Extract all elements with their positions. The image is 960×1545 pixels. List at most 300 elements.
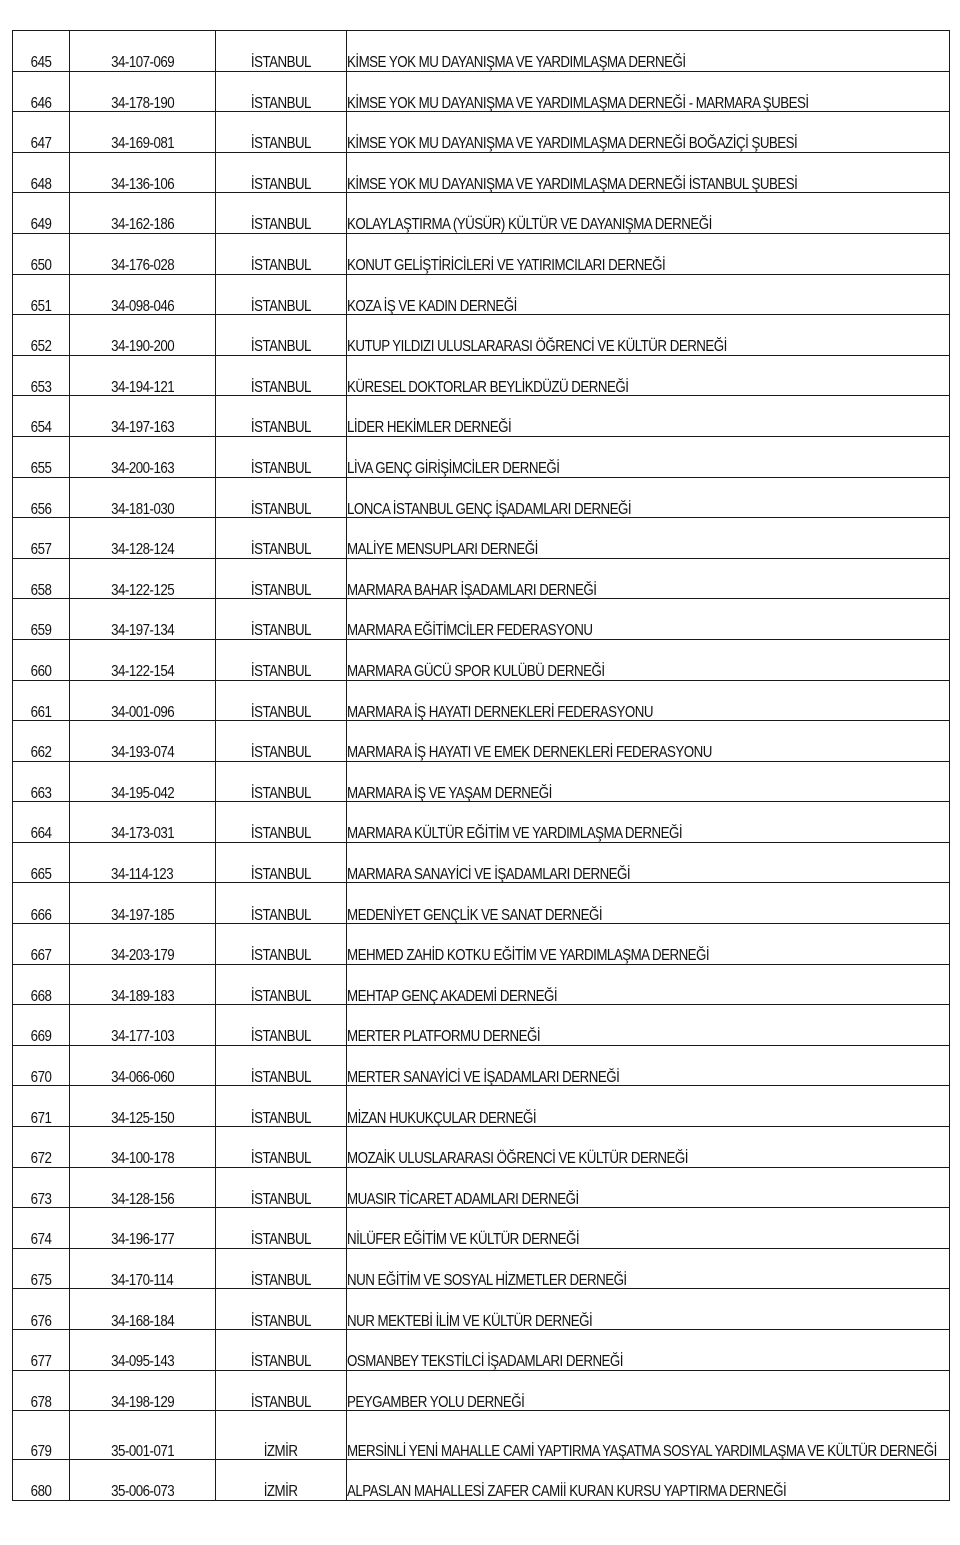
registry-code: 34-136-106	[110, 175, 175, 193]
association-name: LONCA İSTANBUL GENÇ İŞADAMLARI DERNEĞİ	[347, 500, 632, 518]
city-cell	[216, 1289, 347, 1330]
city: İSTANBUL	[250, 378, 312, 396]
city: İSTANBUL	[250, 865, 312, 883]
table-row	[13, 721, 950, 762]
registry-code-cell	[70, 1460, 216, 1501]
registry-code-cell	[70, 1370, 216, 1411]
table-row	[13, 1370, 950, 1411]
city: İSTANBUL	[250, 297, 312, 315]
association-name: MARMARA KÜLTÜR EĞİTİM VE YARDIMLAŞMA DERNEĞİ	[347, 825, 683, 843]
registry-code-cell	[70, 599, 216, 640]
association-name: MEDENİYET GENÇLİK VE SANAT DERNEĞİ	[347, 906, 603, 924]
row-number-cell	[13, 802, 70, 843]
row-number-cell	[13, 1460, 70, 1501]
city: İSTANBUL	[250, 257, 312, 275]
row-number-cell	[13, 1248, 70, 1289]
registry-code: 34-194-121	[110, 378, 175, 396]
city: İSTANBUL	[250, 1190, 312, 1208]
registry-code: 34-195-042	[110, 784, 175, 802]
registry-code: 34-193-074	[110, 744, 175, 762]
registry-code: 34-197-134	[110, 622, 175, 640]
registry-code-cell	[70, 680, 216, 721]
registry-code-cell	[70, 233, 216, 274]
association-name: KİMSE YOK MU DAYANIŞMA VE YARDIMLAŞMA DERNEĞİ BOĞAZİÇİ ŞUBESİ	[347, 135, 798, 153]
row-number: 678	[30, 1393, 52, 1411]
registry-code: 34-190-200	[110, 338, 175, 356]
registry-code: 34-173-031	[110, 825, 175, 843]
city: İSTANBUL	[250, 906, 312, 924]
city: İSTANBUL	[250, 784, 312, 802]
association-name: MUASIR TİCARET ADAMLARI DERNEĞİ	[347, 1190, 579, 1208]
row-number-cell	[13, 1370, 70, 1411]
registry-code: 34-162-186	[110, 216, 175, 234]
registry-code: 34-189-183	[110, 987, 175, 1005]
association-name: KOLAYLAŞTIRMA (YÜSÜR) KÜLTÜR VE DAYANIŞMA DERNEĞİ	[347, 216, 712, 234]
city-cell	[216, 477, 347, 518]
city-cell	[216, 112, 347, 153]
row-number: 676	[30, 1312, 52, 1330]
association-name-cell	[347, 721, 950, 762]
city-cell	[216, 518, 347, 559]
row-number-cell	[13, 883, 70, 924]
row-number-cell	[13, 396, 70, 437]
association-name: MARMARA BAHAR İŞADAMLARI DERNEĞİ	[347, 581, 597, 599]
row-number: 665	[30, 865, 52, 883]
table-row	[13, 233, 950, 274]
city: İSTANBUL	[250, 703, 312, 721]
association-name-cell	[347, 802, 950, 843]
association-registry-table	[12, 30, 950, 1501]
table-row	[13, 1248, 950, 1289]
row-number-cell	[13, 233, 70, 274]
row-number-cell	[13, 1127, 70, 1168]
row-number: 666	[30, 906, 52, 924]
table-row	[13, 193, 950, 234]
association-name-cell	[347, 964, 950, 1005]
registry-code-cell	[70, 721, 216, 762]
table-row	[13, 558, 950, 599]
table-row	[13, 1208, 950, 1249]
table-row	[13, 1127, 950, 1168]
association-name-cell	[347, 355, 950, 396]
association-name-cell	[347, 1127, 950, 1168]
city: İSTANBUL	[250, 338, 312, 356]
association-name: KONUT GELİŞTİRİCİLERİ VE YATIRIMCILARI DERNEĞİ	[347, 257, 666, 275]
city-cell	[216, 924, 347, 965]
association-name: MEHMED ZAHİD KOTKU EĞİTİM VE YARDIMLAŞMA DERNEĞİ	[347, 947, 710, 965]
city-cell	[216, 396, 347, 437]
row-number: 654	[30, 419, 52, 437]
association-name-cell	[347, 1411, 950, 1460]
association-name-cell	[347, 842, 950, 883]
row-number: 656	[30, 500, 52, 518]
city: İSTANBUL	[250, 1109, 312, 1127]
row-number-cell	[13, 964, 70, 1005]
row-number-cell	[13, 1005, 70, 1046]
registry-code-cell	[70, 1248, 216, 1289]
row-number: 674	[30, 1231, 52, 1249]
registry-code: 34-181-030	[110, 500, 175, 518]
row-number: 664	[30, 825, 52, 843]
registry-code: 34-169-081	[110, 135, 175, 153]
city: İSTANBUL	[250, 541, 312, 559]
registry-code-cell	[70, 436, 216, 477]
association-name-cell	[347, 924, 950, 965]
row-number: 677	[30, 1353, 52, 1371]
association-name-cell	[347, 436, 950, 477]
registry-code-cell	[70, 558, 216, 599]
registry-code-cell	[70, 1127, 216, 1168]
association-name-cell	[347, 315, 950, 356]
table-row	[13, 1289, 950, 1330]
registry-code-cell	[70, 1005, 216, 1046]
row-number: 675	[30, 1271, 52, 1289]
association-name-cell	[347, 599, 950, 640]
city: İSTANBUL	[250, 1150, 312, 1168]
registry-code: 34-203-179	[110, 947, 175, 965]
city-cell	[216, 842, 347, 883]
association-name: MARMARA SANAYİCİ VE İŞADAMLARI DERNEĞİ	[347, 865, 631, 883]
association-name: ALPASLAN MAHALLESİ ZAFER CAMİİ KURAN KURSU YAPTIRMA DERNEĞİ	[347, 1483, 787, 1501]
association-name: MERTER PLATFORMU DERNEĞİ	[347, 1028, 541, 1046]
table-row	[13, 802, 950, 843]
table-row	[13, 1045, 950, 1086]
association-name: NUR MEKTEBİ İLİM VE KÜLTÜR DERNEĞİ	[347, 1312, 593, 1330]
table-row	[13, 924, 950, 965]
association-name: KİMSE YOK MU DAYANIŞMA VE YARDIMLAŞMA DERNEĞİ - MARMARA ŞUBESİ	[347, 94, 809, 112]
city-cell	[216, 1248, 347, 1289]
registry-code: 34-107-069	[110, 54, 175, 72]
registry-code-cell	[70, 477, 216, 518]
registry-sheet	[12, 30, 950, 1501]
city: İSTANBUL	[250, 1231, 312, 1249]
registry-code-cell	[70, 315, 216, 356]
row-number: 671	[30, 1109, 52, 1127]
table-row	[13, 1167, 950, 1208]
table-row	[13, 1411, 950, 1460]
row-number: 670	[30, 1068, 52, 1086]
registry-code-cell	[70, 112, 216, 153]
row-number-cell	[13, 1289, 70, 1330]
table-row	[13, 1330, 950, 1371]
registry-code: 34-170-114	[111, 1271, 174, 1289]
registry-code-cell	[70, 883, 216, 924]
registry-code: 34-196-177	[110, 1231, 175, 1249]
table-row	[13, 112, 950, 153]
table-row	[13, 1086, 950, 1127]
association-name: MERTER SANAYİCİ VE İŞADAMLARI DERNEĞİ	[347, 1068, 620, 1086]
row-number-cell	[13, 193, 70, 234]
city: İZMİR	[264, 1442, 298, 1460]
association-name: MARMARA İŞ VE YAŞAM DERNEĞİ	[347, 784, 552, 802]
registry-code-cell	[70, 1289, 216, 1330]
registry-code: 34-200-163	[110, 460, 175, 478]
association-name-cell	[347, 1370, 950, 1411]
city: İSTANBUL	[250, 1068, 312, 1086]
registry-code-cell	[70, 1045, 216, 1086]
city-cell	[216, 1330, 347, 1371]
table-row	[13, 639, 950, 680]
association-name: MEHTAP GENÇ AKADEMİ DERNEĞİ	[347, 987, 558, 1005]
city-cell	[216, 1411, 347, 1460]
association-name: KİMSE YOK MU DAYANIŞMA VE YARDIMLAŞMA DERNEĞİ İSTANBUL ŞUBESİ	[347, 175, 798, 193]
association-name: MİZAN HUKUKÇULAR DERNEĞİ	[347, 1109, 537, 1127]
registry-code-cell	[70, 964, 216, 1005]
row-number-cell	[13, 31, 70, 72]
row-number: 655	[30, 460, 52, 478]
registry-code-cell	[70, 152, 216, 193]
row-number-cell	[13, 599, 70, 640]
association-name: KİMSE YOK MU DAYANIŞMA VE YARDIMLAŞMA DERNEĞİ	[347, 54, 686, 72]
association-name: MARMARA İŞ HAYATI DERNEKLERİ FEDERASYONU	[347, 703, 654, 721]
registry-code: 34-177-103	[110, 1028, 175, 1046]
row-number-cell	[13, 436, 70, 477]
row-number: 658	[30, 581, 52, 599]
association-name-cell	[347, 761, 950, 802]
registry-code: 35-001-071	[110, 1442, 175, 1460]
row-number: 660	[30, 663, 52, 680]
association-name-cell	[347, 1086, 950, 1127]
row-number: 648	[30, 175, 52, 193]
registry-code-cell	[70, 639, 216, 680]
association-name-cell	[347, 883, 950, 924]
row-number-cell	[13, 518, 70, 559]
row-number-cell	[13, 1330, 70, 1371]
association-name: OSMANBEY TEKSTİLCİ İŞADAMLARI DERNEĞİ	[347, 1353, 623, 1371]
row-number-cell	[13, 721, 70, 762]
association-name-cell	[347, 396, 950, 437]
city-cell	[216, 599, 347, 640]
city-cell	[216, 1005, 347, 1046]
row-number-cell	[13, 71, 70, 112]
row-number-cell	[13, 477, 70, 518]
registry-code: 34-168-184	[110, 1312, 175, 1330]
association-name-cell	[347, 31, 950, 72]
city-cell	[216, 1370, 347, 1411]
city: İSTANBUL	[250, 1028, 312, 1046]
association-name: MARMARA GÜCÜ SPOR KULÜBÜ DERNEĞİ	[347, 663, 605, 680]
city: İSTANBUL	[250, 175, 312, 193]
row-number: 657	[30, 541, 52, 559]
association-name: LİVA GENÇ GİRİŞİMCİLER DERNEĞİ	[347, 460, 560, 478]
row-number: 668	[30, 987, 52, 1005]
association-name: MARMARA İŞ HAYATI VE EMEK DERNEKLERİ FEDERASYONU	[347, 744, 712, 762]
city-cell	[216, 721, 347, 762]
city-cell	[216, 1086, 347, 1127]
city: İSTANBUL	[250, 94, 312, 112]
city: İSTANBUL	[250, 1271, 312, 1289]
association-name: MOZAİK ULUSLARARASI ÖĞRENCİ VE KÜLTÜR DERNEĞİ	[347, 1150, 688, 1168]
city-cell	[216, 761, 347, 802]
row-number: 651	[30, 297, 52, 315]
city: İSTANBUL	[250, 135, 312, 153]
registry-code-cell	[70, 1208, 216, 1249]
city-cell	[216, 964, 347, 1005]
registry-code: 34-122-154	[110, 663, 175, 680]
row-number-cell	[13, 639, 70, 680]
city-cell	[216, 1045, 347, 1086]
row-number: 652	[30, 338, 52, 356]
city-cell	[216, 71, 347, 112]
table-row	[13, 680, 950, 721]
registry-code-cell	[70, 71, 216, 112]
table-row	[13, 761, 950, 802]
registry-code: 34-122-125	[110, 581, 175, 599]
registry-code-cell	[70, 193, 216, 234]
city: İSTANBUL	[250, 744, 312, 762]
table-row	[13, 152, 950, 193]
row-number-cell	[13, 1411, 70, 1460]
association-name-cell	[347, 71, 950, 112]
city-cell	[216, 558, 347, 599]
row-number: 653	[30, 378, 52, 396]
registry-code: 34-178-190	[110, 94, 175, 112]
row-number-cell	[13, 761, 70, 802]
association-name-cell	[347, 1460, 950, 1501]
row-number: 667	[30, 947, 52, 965]
row-number: 650	[30, 257, 52, 275]
city: İSTANBUL	[250, 581, 312, 599]
city-cell	[216, 152, 347, 193]
registry-code-cell	[70, 1411, 216, 1460]
registry-code: 34-066-060	[110, 1068, 175, 1086]
registry-code: 34-098-046	[110, 297, 175, 315]
registry-code: 34-198-129	[110, 1393, 175, 1411]
city-cell	[216, 193, 347, 234]
row-number: 663	[30, 784, 52, 802]
city: İSTANBUL	[250, 1353, 312, 1371]
row-number-cell	[13, 112, 70, 153]
registry-code: 34-197-163	[110, 419, 175, 437]
table-row	[13, 436, 950, 477]
association-name-cell	[347, 477, 950, 518]
city-cell	[216, 883, 347, 924]
association-name-cell	[347, 558, 950, 599]
registry-code: 34-128-124	[110, 541, 175, 559]
city-cell	[216, 1208, 347, 1249]
association-name-cell	[347, 639, 950, 680]
table-row	[13, 274, 950, 315]
table-row	[13, 1460, 950, 1501]
row-number-cell	[13, 1086, 70, 1127]
city: İSTANBUL	[250, 1393, 312, 1411]
association-name: NİLÜFER EĞİTİM VE KÜLTÜR DERNEĞİ	[347, 1231, 580, 1249]
table-row	[13, 883, 950, 924]
city-cell	[216, 802, 347, 843]
row-number: 673	[30, 1190, 52, 1208]
row-number: 679	[30, 1442, 52, 1460]
row-number-cell	[13, 355, 70, 396]
table-row	[13, 477, 950, 518]
city-cell	[216, 31, 347, 72]
registry-code-cell	[70, 842, 216, 883]
row-number: 672	[30, 1150, 52, 1168]
table-row	[13, 396, 950, 437]
row-number-cell	[13, 315, 70, 356]
table-row	[13, 315, 950, 356]
association-name: KUTUP YILDIZI ULUSLARARASI ÖĞRENCİ VE KÜLTÜR DERNEĞİ	[347, 338, 727, 356]
row-number-cell	[13, 842, 70, 883]
association-name: PEYGAMBER YOLU DERNEĞİ	[347, 1393, 525, 1411]
city: İSTANBUL	[250, 987, 312, 1005]
association-name-cell	[347, 112, 950, 153]
row-number: 645	[30, 54, 52, 72]
row-number: 647	[30, 135, 52, 153]
association-name: LİDER HEKİMLER DERNEĞİ	[347, 419, 512, 437]
city-cell	[216, 233, 347, 274]
row-number-cell	[13, 1045, 70, 1086]
registry-code-cell	[70, 355, 216, 396]
registry-code-cell	[70, 802, 216, 843]
registry-code: 34-114-123	[111, 865, 174, 883]
association-name-cell	[347, 1330, 950, 1371]
registry-code: 34-095-143	[110, 1353, 175, 1371]
registry-code-cell	[70, 1330, 216, 1371]
city-cell	[216, 1460, 347, 1501]
registry-code-cell	[70, 1167, 216, 1208]
row-number-cell	[13, 1208, 70, 1249]
row-number: 661	[30, 703, 52, 721]
registry-code: 35-006-073	[110, 1483, 175, 1501]
association-name: KÜRESEL DOKTORLAR BEYLİKDÜZÜ DERNEĞİ	[347, 378, 629, 396]
city-cell	[216, 680, 347, 721]
city-cell	[216, 355, 347, 396]
city: İSTANBUL	[250, 500, 312, 518]
table-row	[13, 1005, 950, 1046]
association-name-cell	[347, 1005, 950, 1046]
association-name-cell	[347, 1045, 950, 1086]
registry-code-cell	[70, 761, 216, 802]
city: İSTANBUL	[250, 622, 312, 640]
association-name-cell	[347, 1248, 950, 1289]
table-row	[13, 31, 950, 72]
city-cell	[216, 315, 347, 356]
registry-code-cell	[70, 274, 216, 315]
row-number: 669	[30, 1028, 52, 1046]
registry-code-cell	[70, 396, 216, 437]
table-row	[13, 599, 950, 640]
association-name-cell	[347, 518, 950, 559]
registry-code-cell	[70, 31, 216, 72]
table-row	[13, 842, 950, 883]
row-number: 646	[30, 94, 52, 112]
registry-code: 34-128-156	[110, 1190, 175, 1208]
city: İSTANBUL	[250, 947, 312, 965]
row-number-cell	[13, 558, 70, 599]
registry-code: 34-100-178	[110, 1150, 175, 1168]
city: İZMİR	[264, 1483, 298, 1501]
table-row	[13, 355, 950, 396]
association-name-cell	[347, 274, 950, 315]
association-name: MALİYE MENSUPLARI DERNEĞİ	[347, 541, 538, 559]
city: İSTANBUL	[250, 216, 312, 234]
table-row	[13, 518, 950, 559]
registry-code-cell	[70, 518, 216, 559]
row-number: 659	[30, 622, 52, 640]
city-cell	[216, 1167, 347, 1208]
association-name-cell	[347, 233, 950, 274]
registry-code: 34-125-150	[110, 1109, 175, 1127]
association-name: MERSİNLİ YENİ MAHALLE CAMİ YAPTIRMA YAŞATMA SOSYAL YARDIMLAŞMA VE KÜLTÜR DERNEĞİ	[347, 1442, 937, 1460]
row-number-cell	[13, 152, 70, 193]
city: İSTANBUL	[250, 460, 312, 478]
table-row	[13, 964, 950, 1005]
city: İSTANBUL	[250, 825, 312, 843]
row-number-cell	[13, 924, 70, 965]
association-name-cell	[347, 1289, 950, 1330]
association-name: NUN EĞİTİM VE SOSYAL HİZMETLER DERNEĞİ	[347, 1271, 627, 1289]
registry-code: 34-176-028	[110, 257, 175, 275]
